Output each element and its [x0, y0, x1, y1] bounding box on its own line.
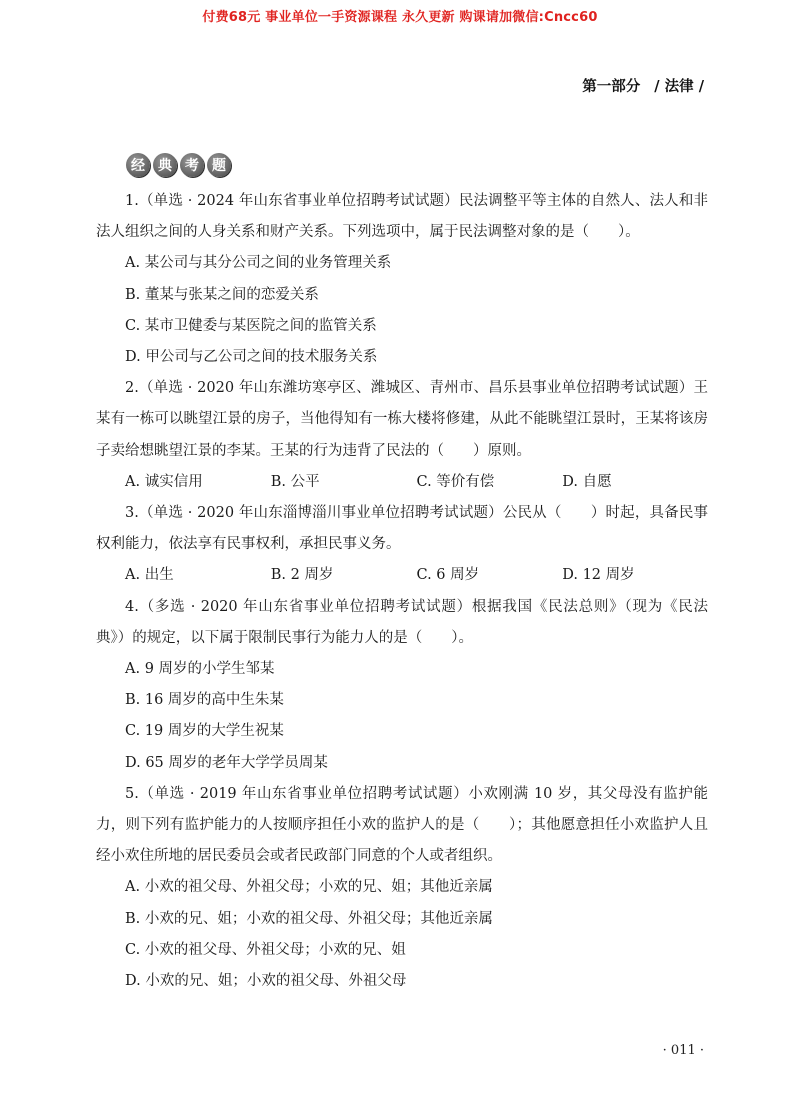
option-d: D. 甲公司与乙公司之间的技术服务关系: [125, 349, 378, 366]
question-2: [96, 373, 708, 498]
option-b: B. 公平: [270, 473, 320, 490]
badge-char: 题: [207, 153, 231, 177]
option-d: D. 小欢的兄、姐；小欢的祖父母、外祖父母: [125, 973, 407, 990]
part-label: 第一部分: [582, 78, 641, 95]
option-a: A. 9 周岁的小学生邹某: [125, 661, 275, 678]
question-5: [96, 779, 708, 997]
subject-label: / 法律 /: [654, 78, 704, 95]
option-row: [96, 560, 708, 591]
option-c: C. 19 周岁的大学生祝某: [125, 723, 284, 740]
option-a: A. 诚实信用: [125, 473, 203, 490]
question-list: [96, 186, 708, 997]
option-d: D. 自愿: [562, 473, 612, 490]
option-a: A. 小欢的祖父母、外祖父母；小欢的兄、姐；其他近亲属: [125, 879, 493, 896]
option-b: B. 2 周岁: [270, 567, 334, 584]
question-stem: 4.（多选 · 2020 年山东省事业单位招聘考试试题）根据我国《民法总则》（现为《民法典》）的规定，以下属于限制民事行为能力人的是（ ）。: [96, 598, 708, 646]
badge-char: 考: [180, 153, 204, 177]
badge-char: 典: [153, 153, 177, 177]
question-stem: 5.（单选 · 2019 年山东省事业单位招聘考试试题）小欢刚满 10 岁，其父母没有监护能力，则下列有监护能力的人按顺序担任小欢的监护人的是（ ）；其他愿意担任小欢监护人且经小欢住所地的居民委员会或者民政部门同意的个人或者组织。: [96, 785, 708, 865]
option-c: C. 6 周岁: [416, 567, 480, 584]
option-b: B. 16 周岁的高中生朱某: [125, 692, 284, 709]
question-stem: 3.（单选 · 2020 年山东淄博淄川事业单位招聘考试试题）公民从（ ）时起，具备民事权利能力，依法享有民事权利，承担民事义务。: [96, 505, 708, 553]
question-stem: 1.（单选 · 2024 年山东省事业单位招聘考试试题）民法调整平等主体的自然人、法人和非法人组织之间的人身关系和财产关系。下列选项中，属于民法调整对象的是（ ）。: [96, 193, 708, 241]
option-row: [96, 467, 708, 498]
option-d: D. 12 周岁: [562, 567, 635, 584]
page-number: · 011 ·: [662, 1043, 704, 1058]
option-c: C. 等价有偿: [416, 473, 495, 490]
question-4: [96, 592, 708, 779]
option-b: B. 小欢的兄、姐；小欢的祖父母、外祖父母；其他近亲属: [125, 910, 493, 927]
question-3: [96, 498, 708, 592]
option-a: A. 某公司与其分公司之间的业务管理关系: [125, 255, 392, 272]
question-1: [96, 186, 708, 373]
question-stem: 2.（单选 · 2020 年山东潍坊寒亭区、潍城区、青州市、昌乐县事业单位招聘考试试题）王某有一栋可以眺望江景的房子，当他得知有一栋大楼将修建，从此不能眺望江景时，王某将该房子卖给想眺望江景的李某。王某的行为违背了民法的（ ）原则。: [96, 380, 708, 459]
option-c: C. 某市卫健委与某医院之间的监管关系: [125, 317, 377, 334]
classic-questions-badge: [126, 152, 234, 177]
option-b: B. 董某与张某之间的恋爱关系: [125, 286, 319, 303]
watermark-banner: 付费68元 事业单位一手资源课程 永久更新 购课请加微信:Cncc60: [202, 10, 598, 25]
option-a: A. 出生: [125, 567, 174, 584]
option-c: C. 小欢的祖父母、外祖父母；小欢的兄、姐: [125, 941, 406, 958]
badge-char: 经: [126, 153, 150, 177]
option-d: D. 65 周岁的老年大学学员周某: [125, 754, 328, 771]
running-header: [582, 75, 704, 96]
